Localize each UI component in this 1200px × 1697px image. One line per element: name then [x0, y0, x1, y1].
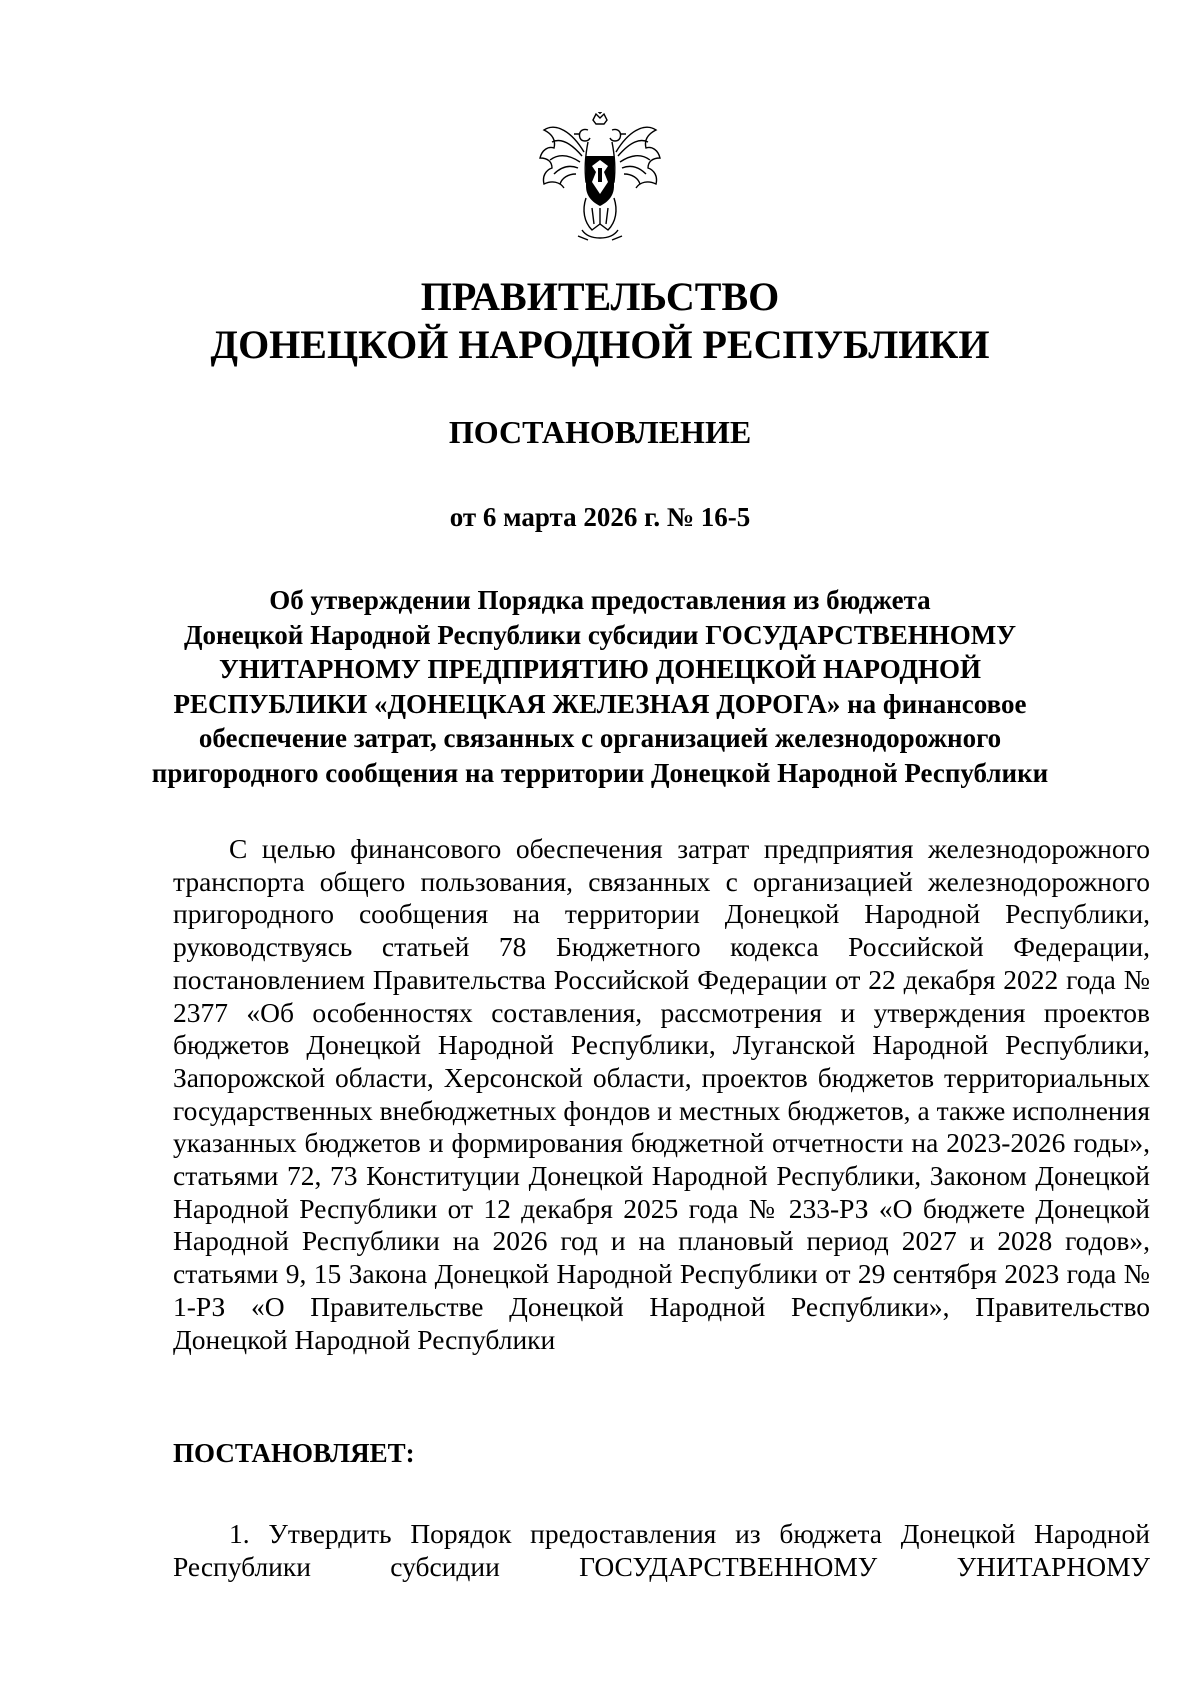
decree-heading: ПОСТАНОВЛЯЕТ:: [173, 1438, 415, 1468]
document-date-number: от 6 марта 2026 г. № 16-5: [449, 502, 751, 532]
subject-line: РЕСПУБЛИКИ «ДОНЕЦКАЯ ЖЕЛЕЗНАЯ ДОРОГА» на финансовое: [173, 688, 1027, 719]
subject-line: Об утверждении Порядка предоставления из бюджета: [269, 585, 931, 615]
preamble-paragraph: С целью финансового обеспечения затрат предприятия железнодорожного транспорта общего пользования, связанных с организацией железнодорожного пригородного сообщения на территории Донецкой Народной Республики, руководствуясь статьей 78 Бюджетного кодекса Российской Федерации, постановлением Правительства Российской Федерации от 22 декабря 2022 года № 2377 «Об особенностях составления, рассмотрения и утверждения проектов бюджетов Донецкой Народной Республики, Луганской Народной Республики, Запорожской области, Херсонской области, проектов бюджетов территориальных государственных внебюджетных фондов и местных бюджетов, а также исполнения указанных бюджетов и формирования бюджетной отчетности на 2023-2026 годы», статьями 72, 73 Конституции Донецкой Народной Республики, Законом Донецкой Народной Республики от 12 декабря 2025 года № 233-РЗ «О бюджете Донецкой Народной Республики на 2026 год и на плановый период 2027 и 2028 годов», статьями 9, 15 Закона Донецкой Народной Республики от 29 сентября 2023 года № 1-РЗ «О Правительстве Донецкой Народной Республики», Правительство Донецкой Народной Республики: [173, 833, 1150, 1355]
item-1-paragraph: 1. Утвердить Порядок предоставления из бюджета Донецкой Народной Республики субсидии ГОСУДАРСТВЕННОМУ УНИТАРНОМУ: [173, 1518, 1150, 1582]
subject-line: обеспечение затрат, связанных с организацией железнодорожного: [198, 723, 1002, 753]
subject-line: пригородного сообщения на территории Донецкой Народной Республики: [151, 757, 1049, 788]
government-title-line2: ДОНЕЦКОЙ НАРОДНОЙ РЕСПУБЛИКИ: [210, 322, 990, 367]
document-type: ПОСТАНОВЛЕНИЕ: [448, 414, 752, 450]
document-subject: [150, 583, 1050, 790]
government-title: [0, 273, 1200, 369]
government-title-line1: ПРАВИТЕЛЬСТВО: [420, 274, 780, 319]
subject-line: УНИТАРНОМУ ПРЕДПРИЯТИЮ ДОНЕЦКОЙ НАРОДНОЙ: [218, 654, 982, 684]
subject-line: Донецкой Народной Республики субсидии ГОСУДАРСТВЕННОМУ: [183, 619, 1017, 650]
coat-of-arms-icon: [538, 112, 662, 250]
